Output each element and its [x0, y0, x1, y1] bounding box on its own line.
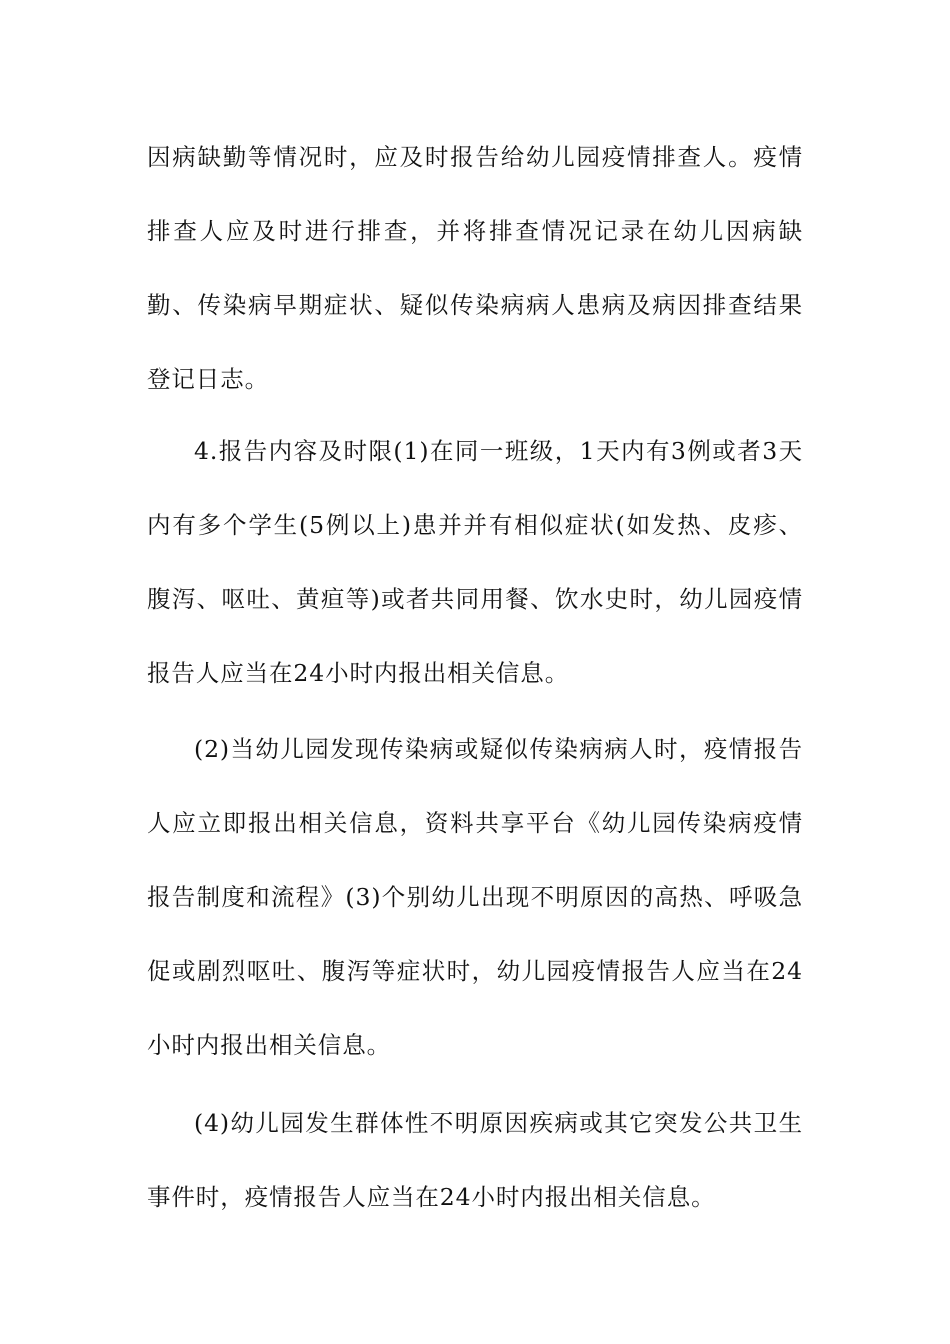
paragraph-report-content-and-deadline: 4.报告内容及时限(1)在同一班级，1天内有3例或者3天内有多个学生(5例以上)患并并有相似症状(如发热、皮疹、腹泻、呕吐、黄疸等)或者共同用餐、饮水史时，幼儿园疫情报告人应当在24小时内报出相关信息。 — [147, 437, 803, 687]
paragraph-absence-reporting: 因病缺勤等情况时，应及时报告给幼儿园疫情排查人。疫情排查人应及时进行排查，并将排查情况记录在幼儿因病缺勤、传染病早期症状、疑似传染病病人患病及病因排查结果登记日志。 — [147, 143, 803, 393]
paragraph-public-health-event-report: (4)幼儿园发生群体性不明原因疾病或其它突发公共卫生事件时，疫情报告人应当在24小时内报出相关信息。 — [147, 1109, 803, 1211]
paragraph-infectious-disease-report: (2)当幼儿园发现传染病或疑似传染病病人时，疫情报告人应立即报出相关信息，资料共享平台《幼儿园传染病疫情报告制度和流程》(3)个别幼儿出现不明原因的高热、呼吸急促或剧烈呕吐、腹泻等症状时，幼儿园疫情报告人应当在24小时内报出相关信息。 — [147, 735, 803, 1059]
